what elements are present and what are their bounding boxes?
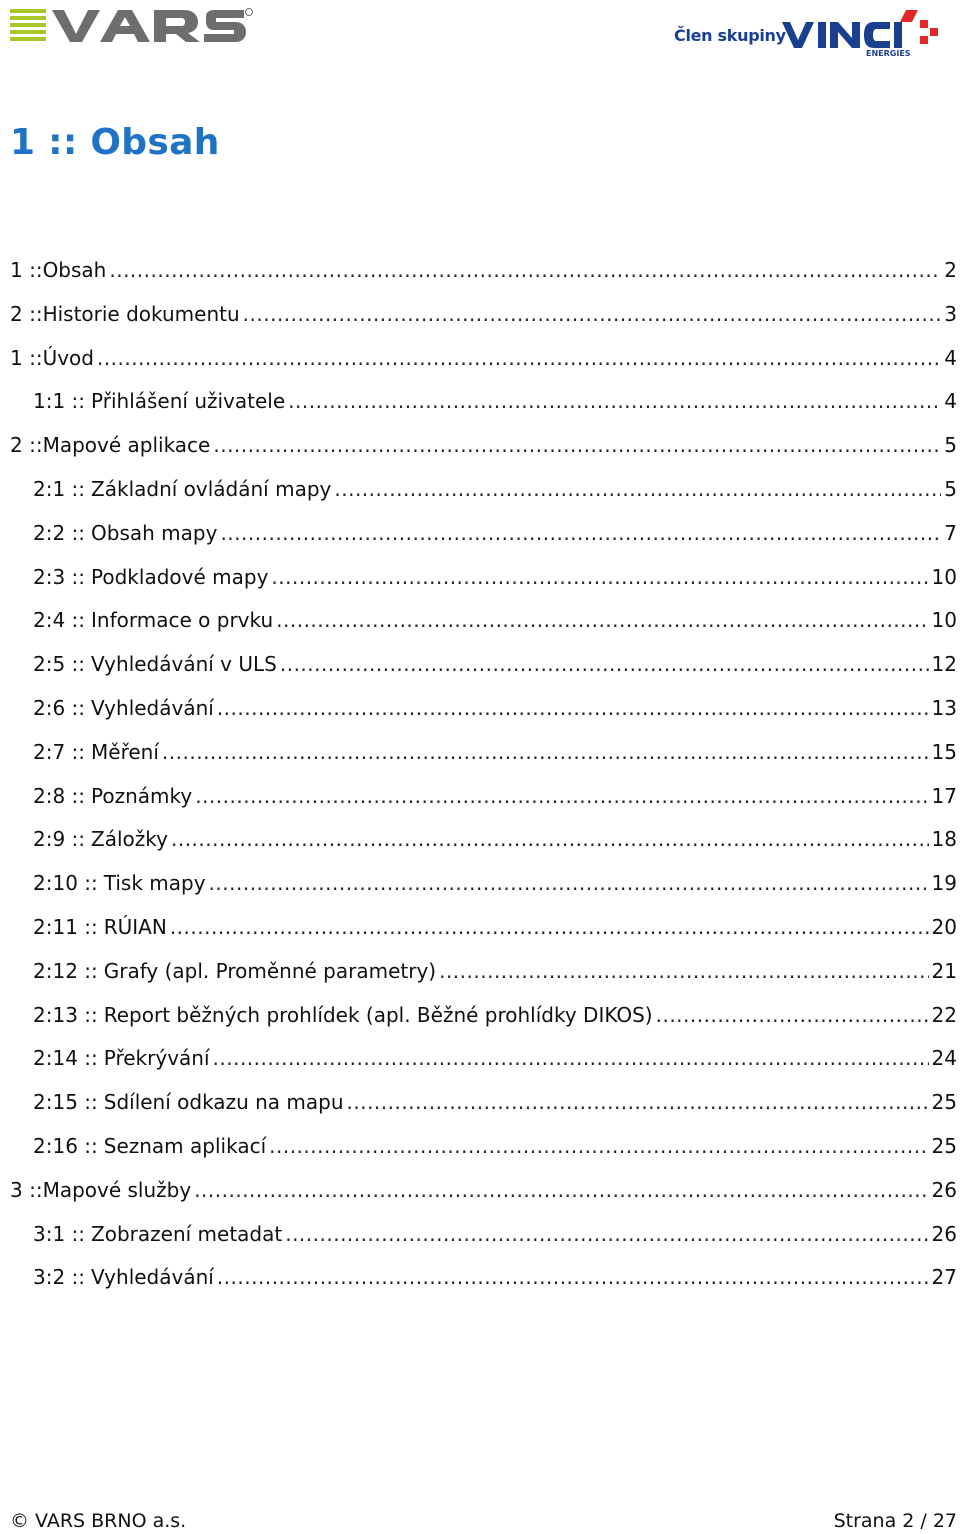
toc-entry-label: Poznámky bbox=[91, 783, 193, 808]
toc-dot-leader bbox=[109, 255, 941, 285]
toc-entry-number: 2 :: bbox=[10, 301, 43, 326]
vars-logo bbox=[8, 6, 253, 46]
toc-entry[interactable] bbox=[33, 605, 957, 635]
toc-entry-number: 1:1 :: bbox=[33, 389, 86, 414]
toc-entry-page: 26 bbox=[931, 1221, 957, 1246]
toc-entry-label: Obsah bbox=[42, 258, 107, 282]
toc-entry-page: 24 bbox=[931, 1046, 957, 1071]
toc-entry-label: Mapové aplikace bbox=[42, 433, 211, 458]
toc-entry-page: 21 bbox=[931, 958, 957, 983]
toc-entry-number: 2:9 :: bbox=[33, 827, 86, 852]
toc-entry[interactable] bbox=[33, 386, 957, 416]
toc-entry-label: Záložky bbox=[91, 827, 168, 852]
toc-entry-label: Měření bbox=[91, 739, 159, 764]
toc-dot-leader bbox=[170, 912, 929, 942]
toc-entry[interactable] bbox=[33, 474, 957, 504]
toc-entry-number: 1 :: bbox=[10, 258, 43, 282]
toc-dot-leader bbox=[334, 474, 941, 504]
toc-dot-leader bbox=[656, 1000, 929, 1030]
toc-entry-number: 2:13 :: bbox=[33, 1002, 98, 1027]
toc-dot-leader bbox=[439, 956, 928, 986]
toc-entry-number: 2:7 :: bbox=[33, 739, 86, 764]
toc-entry-label: Podkladové mapy bbox=[91, 564, 269, 589]
toc-entry[interactable] bbox=[33, 1219, 957, 1249]
footer-copyright: © VARS BRNO a.s. bbox=[10, 1510, 187, 1532]
toc-dot-leader bbox=[209, 868, 929, 898]
toc-dot-leader bbox=[220, 518, 941, 548]
toc-dot-leader bbox=[213, 430, 941, 460]
toc-entry-page: 19 bbox=[931, 871, 957, 896]
toc-entry-label: Report běžných prohlídek (apl. Běžné prohlídky DIKOS) bbox=[103, 1002, 653, 1027]
toc-entry-page: 22 bbox=[931, 1002, 957, 1027]
toc-dot-leader bbox=[213, 1043, 929, 1073]
toc-entry-number: 2:4 :: bbox=[33, 608, 86, 633]
toc-entry-label: Vyhledávání bbox=[91, 1265, 214, 1290]
page-footer bbox=[0, 1506, 960, 1534]
toc-entry-label: Seznam aplikací bbox=[103, 1134, 267, 1158]
toc-dot-leader bbox=[97, 343, 941, 373]
toc-entry-page: 20 bbox=[931, 915, 957, 939]
toc-entry[interactable] bbox=[10, 343, 957, 373]
toc-entry[interactable] bbox=[33, 868, 957, 898]
toc-dot-leader bbox=[280, 649, 929, 679]
toc-entry[interactable] bbox=[33, 518, 957, 548]
toc-entry[interactable] bbox=[10, 430, 957, 460]
toc-entry[interactable] bbox=[10, 1175, 957, 1205]
toc-entry-label: Sdílení odkazu na mapu bbox=[103, 1090, 344, 1115]
toc-entry-page: 27 bbox=[931, 1265, 957, 1290]
page-title: 1 :: Obsah bbox=[10, 122, 220, 163]
toc-entry-number: 2:16 :: bbox=[33, 1134, 98, 1158]
toc-entry-number: 3:2 :: bbox=[33, 1265, 86, 1290]
toc-entry[interactable] bbox=[33, 912, 957, 942]
toc-entry-page: 15 bbox=[931, 739, 957, 764]
toc-entry-page: 2 bbox=[944, 258, 957, 282]
toc-entry-label: Úvod bbox=[42, 345, 94, 370]
toc-entry[interactable] bbox=[33, 1262, 957, 1292]
toc-entry-page: 5 bbox=[944, 477, 957, 501]
toc-dot-leader bbox=[171, 824, 929, 854]
toc-dot-leader bbox=[269, 1131, 928, 1161]
toc-entry-page: 18 bbox=[931, 827, 957, 852]
toc-entry-page: 26 bbox=[931, 1177, 957, 1202]
vinci-energies-logo bbox=[780, 6, 950, 56]
toc-entry-page: 13 bbox=[931, 696, 957, 720]
toc-dot-leader bbox=[285, 1219, 928, 1249]
partner-branding bbox=[674, 6, 954, 56]
toc-entry-number: 2:5 :: bbox=[33, 652, 86, 677]
toc-entry-number: 2 :: bbox=[10, 433, 43, 458]
toc-entry[interactable] bbox=[33, 1087, 957, 1117]
toc-entry-label: Překrývání bbox=[103, 1046, 210, 1071]
toc-dot-leader bbox=[288, 386, 941, 416]
footer-page-counter: Strana 2 / 27 bbox=[833, 1510, 957, 1532]
toc-entry-page: 12 bbox=[931, 652, 957, 677]
toc-entry[interactable] bbox=[33, 781, 957, 811]
toc-entry-number: 2:10 :: bbox=[33, 871, 98, 896]
toc-entry-number: 2:1 :: bbox=[33, 477, 86, 501]
toc-entry[interactable] bbox=[33, 693, 957, 723]
toc-entry-number: 2:14 :: bbox=[33, 1046, 98, 1071]
toc-entry-page: 25 bbox=[931, 1090, 957, 1115]
toc-entry-number: 2:2 :: bbox=[33, 520, 86, 545]
toc-entry[interactable] bbox=[33, 1043, 957, 1073]
toc-dot-leader bbox=[347, 1087, 929, 1117]
toc-entry-label: Mapové služby bbox=[42, 1177, 192, 1202]
toc-entry-label: Vyhledávání bbox=[91, 696, 214, 720]
vars-logo-graphic bbox=[8, 6, 253, 46]
toc-entry-page: 5 bbox=[944, 433, 957, 458]
toc-dot-leader bbox=[162, 737, 929, 767]
toc-entry-label: Obsah mapy bbox=[91, 520, 218, 545]
toc-entry[interactable] bbox=[33, 824, 957, 854]
toc-dot-leader bbox=[195, 781, 928, 811]
toc-entry-number: 1 :: bbox=[10, 345, 43, 370]
toc-entry-number: 2:6 :: bbox=[33, 696, 86, 720]
toc-entry[interactable] bbox=[33, 1131, 957, 1161]
toc-entry-number: 2:12 :: bbox=[33, 958, 98, 983]
toc-entry-number: 3 :: bbox=[10, 1177, 43, 1202]
toc-entry-page: 25 bbox=[931, 1134, 957, 1158]
toc-entry-label: Grafy (apl. Proměnné parametry) bbox=[103, 958, 437, 983]
toc-entry[interactable] bbox=[33, 1000, 957, 1030]
toc-entry-label: Přihlášení uživatele bbox=[91, 389, 286, 414]
toc-entry-label: Informace o prvku bbox=[91, 608, 274, 633]
toc-dot-leader bbox=[217, 1262, 929, 1292]
toc-entry-label: Historie dokumentu bbox=[42, 301, 240, 326]
toc-entry-label: Zobrazení metadat bbox=[91, 1221, 283, 1246]
toc-entry-page: 4 bbox=[944, 389, 957, 414]
toc-entry-number: 2:3 :: bbox=[33, 564, 86, 589]
toc-entry-number: 2:11 :: bbox=[33, 915, 98, 939]
toc-entry[interactable] bbox=[33, 956, 957, 986]
toc-entry[interactable] bbox=[33, 649, 957, 679]
toc-entry-page: 7 bbox=[944, 520, 957, 545]
toc-entry[interactable] bbox=[33, 562, 957, 592]
toc-entry-number: 3:1 :: bbox=[33, 1221, 86, 1246]
toc-entry-label: Vyhledávání v ULS bbox=[91, 652, 277, 677]
member-of-group-text: Člen skupiny bbox=[674, 26, 786, 45]
toc-entry-label: Tisk mapy bbox=[103, 871, 206, 896]
toc-entry-page: 3 bbox=[944, 301, 957, 326]
page-header bbox=[0, 0, 960, 60]
toc-entry-number: 2:15 :: bbox=[33, 1090, 98, 1115]
toc-entry[interactable] bbox=[33, 737, 957, 767]
toc-dot-leader bbox=[194, 1175, 928, 1205]
toc-entry-number: 2:8 :: bbox=[33, 783, 86, 808]
toc-dot-leader bbox=[276, 605, 928, 635]
toc-dot-leader bbox=[271, 562, 928, 592]
toc-entry-page: 10 bbox=[931, 564, 957, 589]
toc-entry-label: Základní ovládání mapy bbox=[91, 477, 332, 501]
toc-dot-leader bbox=[243, 299, 942, 329]
partner-subtext: ENERGIES bbox=[866, 49, 911, 56]
toc-entry[interactable] bbox=[10, 299, 957, 329]
toc-entry-page: 4 bbox=[944, 345, 957, 370]
toc-entry[interactable] bbox=[10, 255, 957, 285]
toc-dot-leader bbox=[217, 693, 929, 723]
toc-entry-page: 17 bbox=[931, 783, 957, 808]
toc-entry-label: RÚIAN bbox=[103, 915, 167, 939]
toc-entry-page: 10 bbox=[931, 608, 957, 633]
